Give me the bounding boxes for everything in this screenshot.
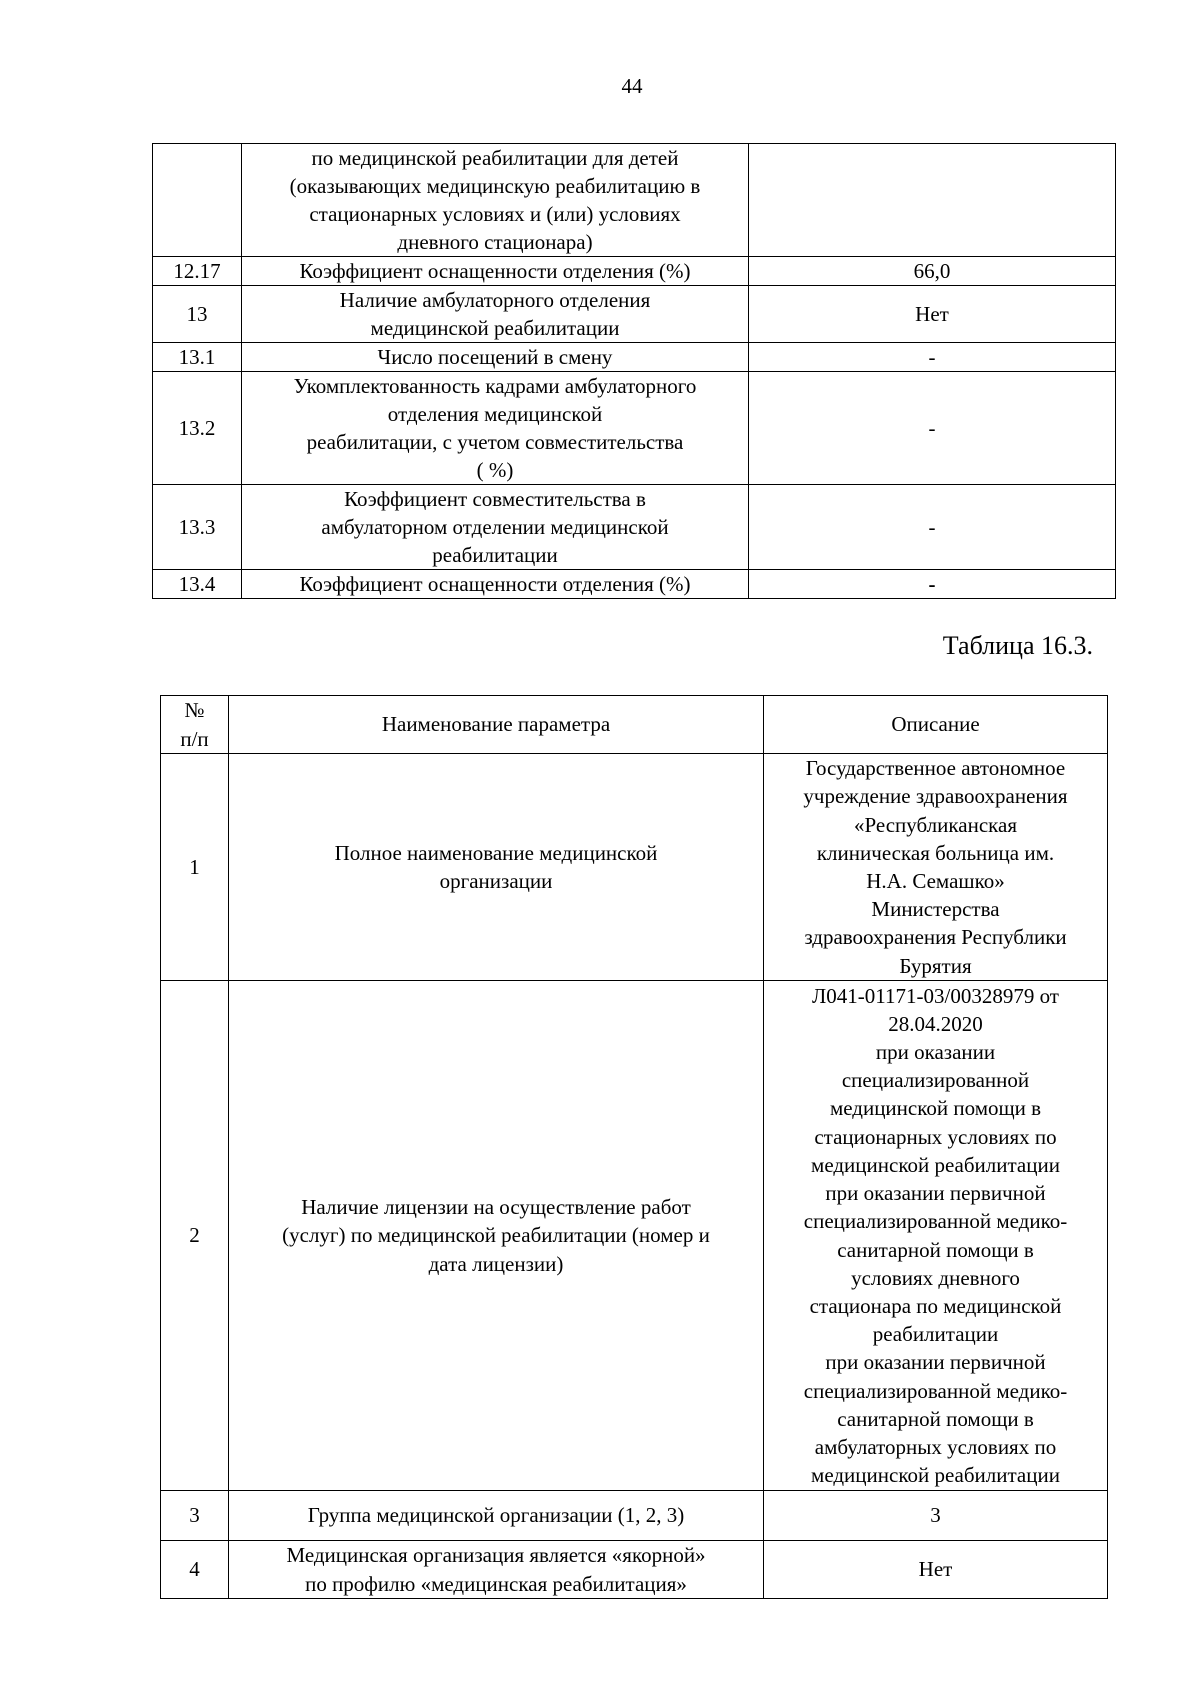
description-text: при оказании [875,1040,996,1065]
description-text: учреждение здравоохранения [803,784,1068,809]
description-text: Нет [918,1557,953,1582]
description-text: 3 [930,1503,941,1528]
description-text: санитарной помощи в [837,1406,1034,1431]
parameter-text: отделения медицинской [387,402,603,426]
description-text: при оказании первичной [825,1350,1046,1375]
parameter-text: ( %) [476,458,514,482]
description-text: стационарных условиях по [814,1124,1057,1149]
description-text: условиях дневного [851,1265,1020,1290]
parameter-cell [229,981,764,1491]
parameter-cell [229,1491,764,1541]
description-text: клиническая больница им. [816,840,1055,865]
row-number: 1 [161,754,229,981]
parameter-text: Коэффициент оснащенности отделения (%) [299,572,691,596]
parameter-cell [242,144,749,257]
table-row [161,754,1108,981]
description-text: при оказании первичной [825,1181,1046,1206]
parameter-text: Коэффициент совместительства в [344,487,646,511]
row-number: 13.2 [153,372,242,485]
parameter-cell [242,485,749,570]
description-cell [764,981,1108,1491]
column-header-description: Описание [764,696,1108,754]
parameter-cell [242,372,749,485]
row-number: 13.4 [153,570,242,599]
header-text: п/п [180,726,209,751]
description-text: медицинской реабилитации [811,1152,1060,1177]
table-row [153,485,1116,570]
description-text: реабилитации [872,1322,999,1347]
row-number: 13.1 [153,343,242,372]
description-cell [764,1491,1108,1541]
page-number: 44 [621,74,643,98]
table-caption: Таблица 16.3. [942,631,1093,660]
row-number: 2 [161,981,229,1491]
column-header-number [161,696,229,754]
description-text: специализированной медико- [803,1378,1068,1403]
table-row [153,343,1116,372]
parameter-text: реабилитации [432,543,558,567]
description-text: амбулаторных условиях по [814,1434,1057,1459]
header-text: № [184,698,205,723]
description-text: Министерства [871,897,1000,922]
row-number: 4 [161,1541,229,1599]
parameter-cell [242,257,749,286]
table-row [153,257,1116,286]
parameter-text: по медицинской реабилитации для детей [311,146,679,170]
parameter-text: дата лицензии) [428,1251,564,1276]
description-text: здравоохранения Республики [804,925,1067,950]
parameter-text: Укомплектованность кадрами амбулаторного [293,374,697,398]
value-cell: - [749,343,1116,372]
parameter-text: Наличие лицензии на осуществление работ [301,1195,691,1220]
description-text: Бурятия [899,953,972,978]
row-number: 12.17 [153,257,242,286]
table-row [161,1491,1108,1541]
value-cell [749,144,1116,257]
parameter-text: Коэффициент оснащенности отделения (%) [299,259,691,283]
table-row [153,372,1116,485]
value-cell: Нет [749,286,1116,343]
value-cell: 66,0 [749,257,1116,286]
description-text: Л041-01171-03/00328979 от [812,983,1059,1008]
parameter-text: Группа медицинской организации (1, 2, 3) [307,1503,685,1528]
description-text: стационара по медицинской [809,1293,1062,1318]
parameter-text: медицинской реабилитации [370,316,620,340]
table-row [153,144,1116,257]
organization-parameters-table [160,695,1108,1599]
parameter-text: организации [439,869,553,893]
parameter-text: амбулаторном отделении медицинской [321,515,669,539]
value-cell: - [749,570,1116,599]
description-text: медицинской реабилитации [811,1463,1060,1488]
row-number [153,144,242,257]
description-text: санитарной помощи в [837,1237,1034,1262]
table-row [153,286,1116,343]
parameter-text: Наличие амбулаторного отделения [339,288,651,312]
row-number: 13.3 [153,485,242,570]
parameter-text: Число посещений в смену [377,345,613,369]
parameter-text: (оказывающих медицинскую реабилитацию в [289,174,701,198]
table-header-row [161,696,1108,754]
parameter-cell [229,754,764,981]
value-cell: - [749,372,1116,485]
parameter-cell [242,343,749,372]
table-row [161,1541,1108,1599]
parameter-text: стационарных условиях и (или) условиях [309,202,681,226]
description-text: Государственное автономное [805,756,1066,781]
row-number: 13 [153,286,242,343]
continuation-table [152,143,1116,599]
table-row [161,981,1108,1491]
description-text: специализированной [841,1068,1030,1093]
column-header-parameter: Наименование параметра [229,696,764,754]
parameter-text: реабилитации, с учетом совместительства [306,430,684,454]
row-number: 3 [161,1491,229,1541]
parameter-text: Полное наименование медицинской [334,840,658,865]
description-text: специализированной медико- [803,1209,1068,1234]
description-text: «Республиканская [853,812,1018,837]
value-cell: - [749,485,1116,570]
parameter-cell [229,1541,764,1599]
description-cell [764,1541,1108,1599]
table-row [153,570,1116,599]
parameter-text: (услуг) по медицинской реабилитации (номер и [282,1223,710,1248]
description-text: медицинской помощи в [829,1096,1042,1121]
description-text: Н.А. Семашко» [866,869,1005,893]
description-cell [764,754,1108,981]
parameter-text: дневного стационара) [397,230,593,254]
description-text: 28.04.2020 [888,1011,983,1036]
parameter-text: Медицинская организация является «якорной» [286,1543,706,1568]
parameter-cell [242,286,749,343]
parameter-text: по профилю «медицинская реабилитация» [305,1571,687,1596]
parameter-cell [242,570,749,599]
